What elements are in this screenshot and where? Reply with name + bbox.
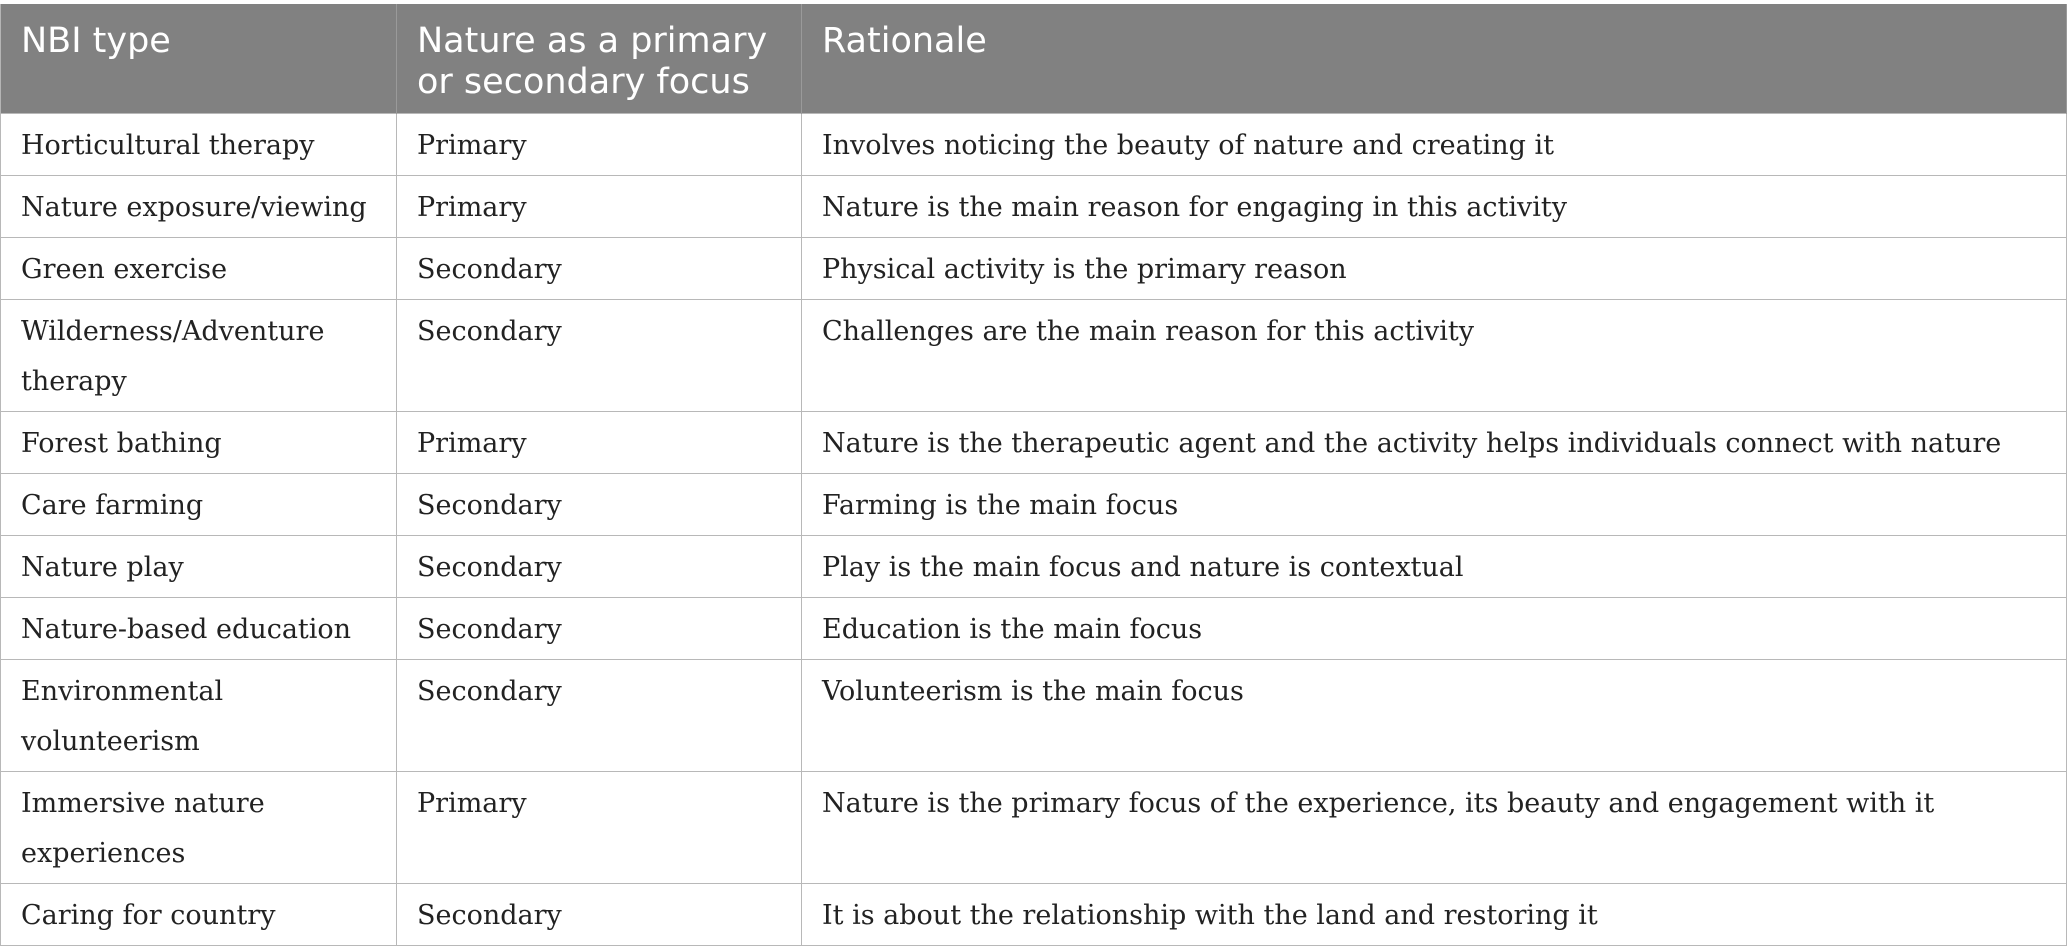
header-rationale: Rationale — [802, 4, 2067, 114]
cell-focus: Secondary — [397, 884, 802, 946]
nbi-table — [0, 4, 2067, 946]
header-focus: Nature as a primary or secondary focus — [397, 4, 802, 114]
cell-rationale: It is about the relationship with the land and restoring it — [802, 884, 2067, 946]
table-row — [1, 772, 2067, 884]
cell-focus: Secondary — [397, 238, 802, 300]
cell-nbi-type: Immersive nature experiences — [1, 772, 397, 884]
cell-rationale: Farming is the main focus — [802, 474, 2067, 536]
cell-rationale: Volunteerism is the main focus — [802, 660, 2067, 772]
cell-focus: Primary — [397, 176, 802, 238]
cell-focus: Secondary — [397, 598, 802, 660]
table-row — [1, 412, 2067, 474]
nbi-table-container — [0, 4, 2066, 946]
cell-rationale: Involves noticing the beauty of nature and creating it — [802, 114, 2067, 176]
cell-focus: Secondary — [397, 300, 802, 412]
cell-focus: Secondary — [397, 660, 802, 772]
table-row — [1, 238, 2067, 300]
table-row — [1, 176, 2067, 238]
table-body — [1, 114, 2067, 946]
cell-nbi-type: Wilderness/Adventure therapy — [1, 300, 397, 412]
cell-rationale: Challenges are the main reason for this activity — [802, 300, 2067, 412]
cell-rationale: Nature is the main reason for engaging in this activity — [802, 176, 2067, 238]
table-row — [1, 474, 2067, 536]
cell-rationale: Nature is the therapeutic agent and the activity helps individuals connect with nature — [802, 412, 2067, 474]
cell-rationale: Education is the main focus — [802, 598, 2067, 660]
cell-nbi-type: Care farming — [1, 474, 397, 536]
cell-rationale: Nature is the primary focus of the experience, its beauty and engagement with it — [802, 772, 2067, 884]
table-row — [1, 598, 2067, 660]
header-nbi-type: NBI type — [1, 4, 397, 114]
table-row — [1, 536, 2067, 598]
cell-focus: Primary — [397, 412, 802, 474]
cell-focus: Primary — [397, 114, 802, 176]
table-row — [1, 884, 2067, 946]
cell-nbi-type: Caring for country — [1, 884, 397, 946]
cell-focus: Primary — [397, 772, 802, 884]
cell-nbi-type: Nature exposure/viewing — [1, 176, 397, 238]
table-row — [1, 300, 2067, 412]
table-header — [1, 4, 2067, 114]
cell-nbi-type: Environmental volunteerism — [1, 660, 397, 772]
table-row — [1, 660, 2067, 772]
cell-focus: Secondary — [397, 474, 802, 536]
cell-rationale: Play is the main focus and nature is contextual — [802, 536, 2067, 598]
cell-nbi-type: Green exercise — [1, 238, 397, 300]
cell-focus: Secondary — [397, 536, 802, 598]
cell-nbi-type: Forest bathing — [1, 412, 397, 474]
table-row — [1, 114, 2067, 176]
cell-rationale: Physical activity is the primary reason — [802, 238, 2067, 300]
cell-nbi-type: Horticultural therapy — [1, 114, 397, 176]
cell-nbi-type: Nature play — [1, 536, 397, 598]
header-row — [1, 4, 2067, 114]
cell-nbi-type: Nature-based education — [1, 598, 397, 660]
